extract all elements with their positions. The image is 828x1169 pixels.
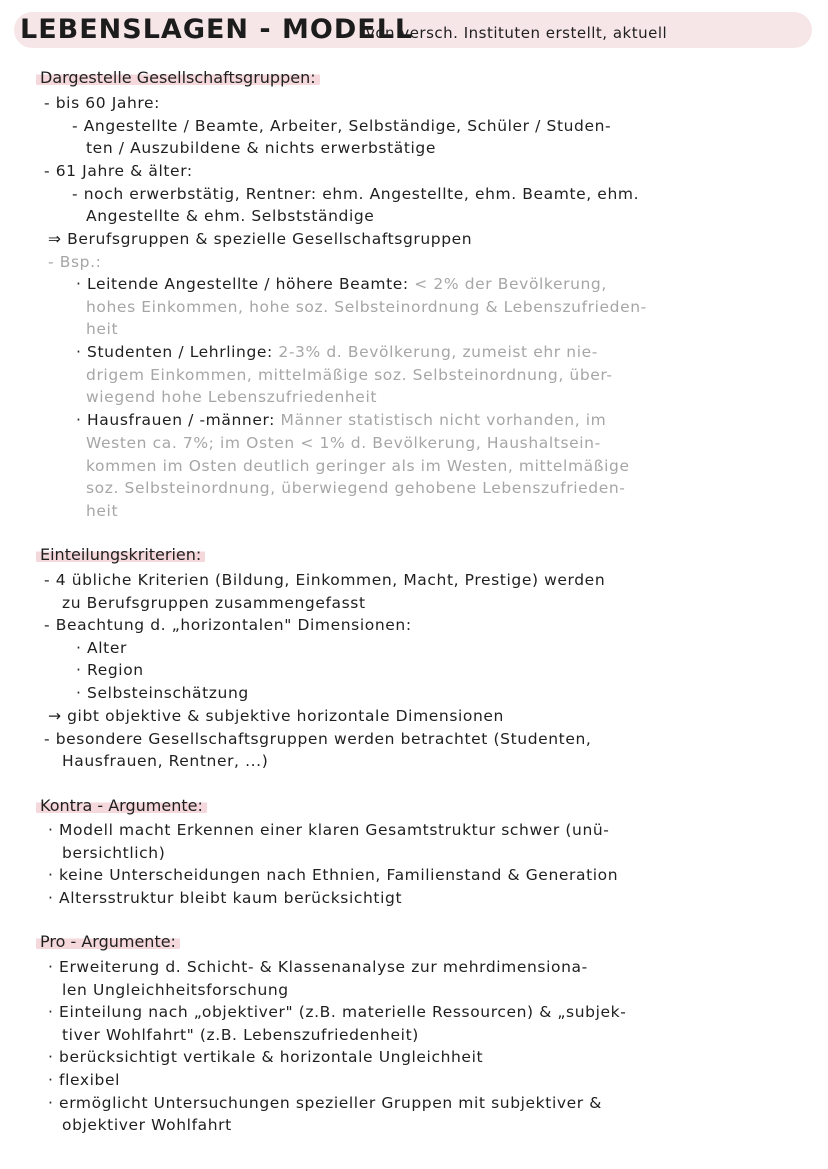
line: · berücksichtigt vertikale & horizontale Ungleichheit [48, 1048, 484, 1066]
line: · Altersstruktur bleibt kaum berücksichtigt [48, 889, 403, 907]
line: · Modell macht Erkennen einer klaren Gesamtstruktur schwer (unü- [48, 821, 610, 839]
line: → gibt objektive & subjektive horizontale Dimensionen [48, 707, 504, 725]
line: wiegend hohe Lebenszufriedenheit [86, 388, 378, 406]
line: drigem Einkommen, mittelmäßige soz. Selbsteinordnung, über- [86, 366, 613, 384]
line: Hausfrauen, Rentner, ...) [62, 752, 269, 770]
line: bersichtlich) [62, 844, 166, 862]
line: - Bsp.: [48, 253, 102, 271]
line: - Angestellte / Beamte, Arbeiter, Selbständige, Schüler / Studen- [72, 117, 612, 135]
example-label: · Hausfrauen / -männer: [76, 411, 275, 429]
line: heit [86, 502, 119, 520]
line: · Erweiterung d. Schicht- & Klassenanalyse zur mehrdimensiona- [48, 958, 588, 976]
line: - 61 Jahre & älter: [44, 162, 193, 180]
line: · Region [76, 661, 144, 679]
line: - bis 60 Jahre: [44, 94, 161, 112]
example-hausfrauen [76, 409, 606, 431]
line: zu Berufsgruppen zusammengefasst [62, 594, 366, 612]
example-text: 2-3% d. Bevölkerung, zumeist ehr nie- [278, 343, 598, 361]
line: kommen im Osten deutlich geringer als im Westen, mittelmäßige [86, 457, 630, 475]
line: - besondere Gesellschaftsgruppen werden betrachtet (Studenten, [44, 730, 592, 748]
line: Westen ca. 7%; im Osten < 1% d. Bevölkerung, Haushaltsein- [86, 434, 601, 452]
line: soz. Selbsteinordnung, überwiegend gehobene Lebenszufrieden- [86, 479, 626, 497]
heading-einteilungskriterien: Einteilungskriterien: [36, 545, 205, 564]
line: · Alter [76, 639, 127, 657]
line: ⇒ Berufsgruppen & spezielle Gesellschaftsgruppen [48, 230, 473, 248]
example-label: · Studenten / Lehrlinge: [76, 343, 273, 361]
example-leitende [76, 273, 607, 295]
line: · Selbsteinschätzung [76, 684, 249, 702]
heading-gesellschaftsgruppen: Dargestelle Gesellschaftsgruppen: [36, 68, 320, 87]
heading-pro: Pro - Argumente: [36, 932, 180, 951]
page-subtitle: von versch. Instituten erstellt, aktuell [366, 24, 668, 42]
example-label: · Leitende Angestellte / höhere Beamte: [76, 275, 409, 293]
line: · keine Unterscheidungen nach Ethnien, Familienstand & Generation [48, 866, 619, 884]
line: - Beachtung d. „horizontalen" Dimensionen: [44, 616, 412, 634]
line: len Ungleichheitsforschung [62, 981, 289, 999]
example-studenten [76, 341, 598, 363]
line: heit [86, 320, 119, 338]
line: · flexibel [48, 1071, 121, 1089]
line: · ermöglicht Untersuchungen spezieller Gruppen mit subjektiver & [48, 1094, 602, 1112]
line: - noch erwerbstätig, Rentner: ehm. Angestellte, ehm. Beamte, ehm. [72, 185, 640, 203]
example-text: < 2% der Bevölkerung, [414, 275, 607, 293]
line: · Einteilung nach „objektiver" (z.B. materielle Ressourcen) & „subjek- [48, 1003, 627, 1021]
line: - 4 übliche Kriterien (Bildung, Einkommen, Macht, Prestige) werden [44, 571, 606, 589]
heading-kontra: Kontra - Argumente: [36, 796, 207, 815]
page-title: LEBENSLAGEN - MODELL [20, 14, 414, 45]
line: hohes Einkommen, hohe soz. Selbsteinordnung & Lebenszufrieden- [86, 298, 647, 316]
line: Angestellte & ehm. Selbstständige [86, 207, 375, 225]
line: ten / Auszubildene & nichts erwerbstätige [86, 139, 437, 157]
line: tiver Wohlfahrt" (z.B. Lebenszufriedenheit) [62, 1026, 419, 1044]
example-text: Männer statistisch nicht vorhanden, im [280, 411, 607, 429]
line: objektiver Wohlfahrt [62, 1116, 232, 1134]
